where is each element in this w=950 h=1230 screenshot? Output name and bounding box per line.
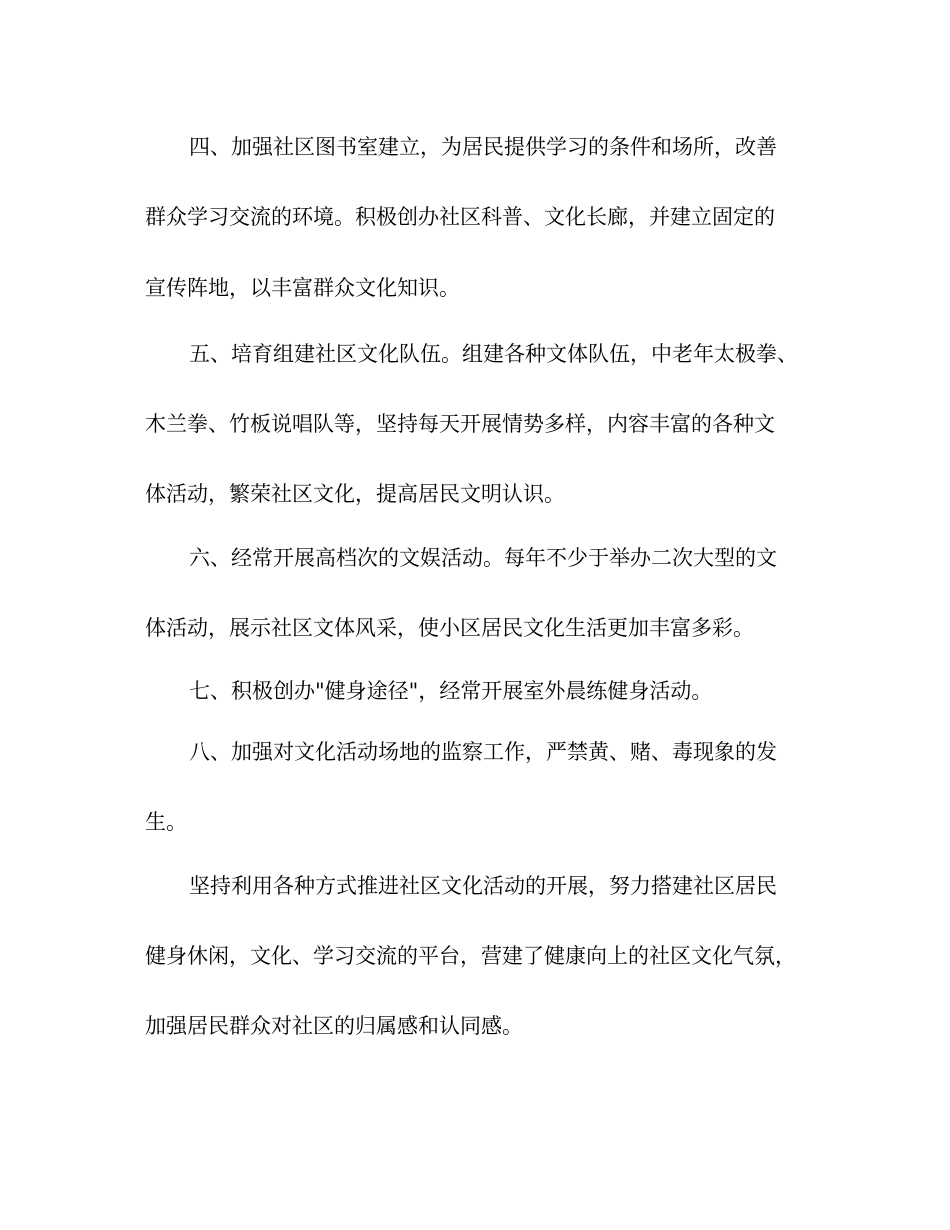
paragraph-9-line-1: 坚持利用各种方式推进社区文化活动的开展，努力搭建社区居民 bbox=[189, 874, 777, 898]
paragraph-9-line-2: 健身休闲，文化、学习交流的平台，营建了健康向上的社区文化气氛， bbox=[145, 944, 796, 968]
paragraph-4-line-3: 宣传阵地，以丰富群众文化知识。 bbox=[145, 276, 460, 300]
paragraph-9-line-3: 加强居民群众对社区的归属感和认同感。 bbox=[145, 1014, 523, 1038]
paragraph-5-line-1: 五、培育组建社区文化队伍。组建各种文体队伍，中老年太极拳、 bbox=[189, 342, 798, 366]
paragraph-8-line-2: 生。 bbox=[145, 810, 187, 834]
paragraph-8-line-1: 八、加强对文化活动场地的监察工作，严禁黄、赌、毒现象的发 bbox=[189, 740, 777, 764]
paragraph-5-line-3: 体活动，繁荣社区文化，提高居民文明认识。 bbox=[145, 482, 565, 506]
paragraph-4-line-1: 四、加强社区图书室建立，为居民提供学习的条件和场所，改善 bbox=[189, 135, 777, 159]
paragraph-6-line-2: 体活动，展示社区文体风采，使小区居民文化生活更加丰富多彩。 bbox=[145, 616, 754, 640]
paragraph-5-line-2: 木兰拳、竹板说唱队等，坚持每天开展情势多样，内容丰富的各种文 bbox=[145, 412, 775, 436]
paragraph-6-line-1: 六、经常开展高档次的文娱活动。每年不少于举办二次大型的文 bbox=[189, 546, 777, 570]
paragraph-4-line-2: 群众学习交流的环境。积极创办社区科普、文化长廊，并建立固定的 bbox=[145, 205, 775, 229]
paragraph-7-line-1: 七、积极创办"健身途径"，经常开展室外晨练健身活动。 bbox=[189, 679, 713, 703]
